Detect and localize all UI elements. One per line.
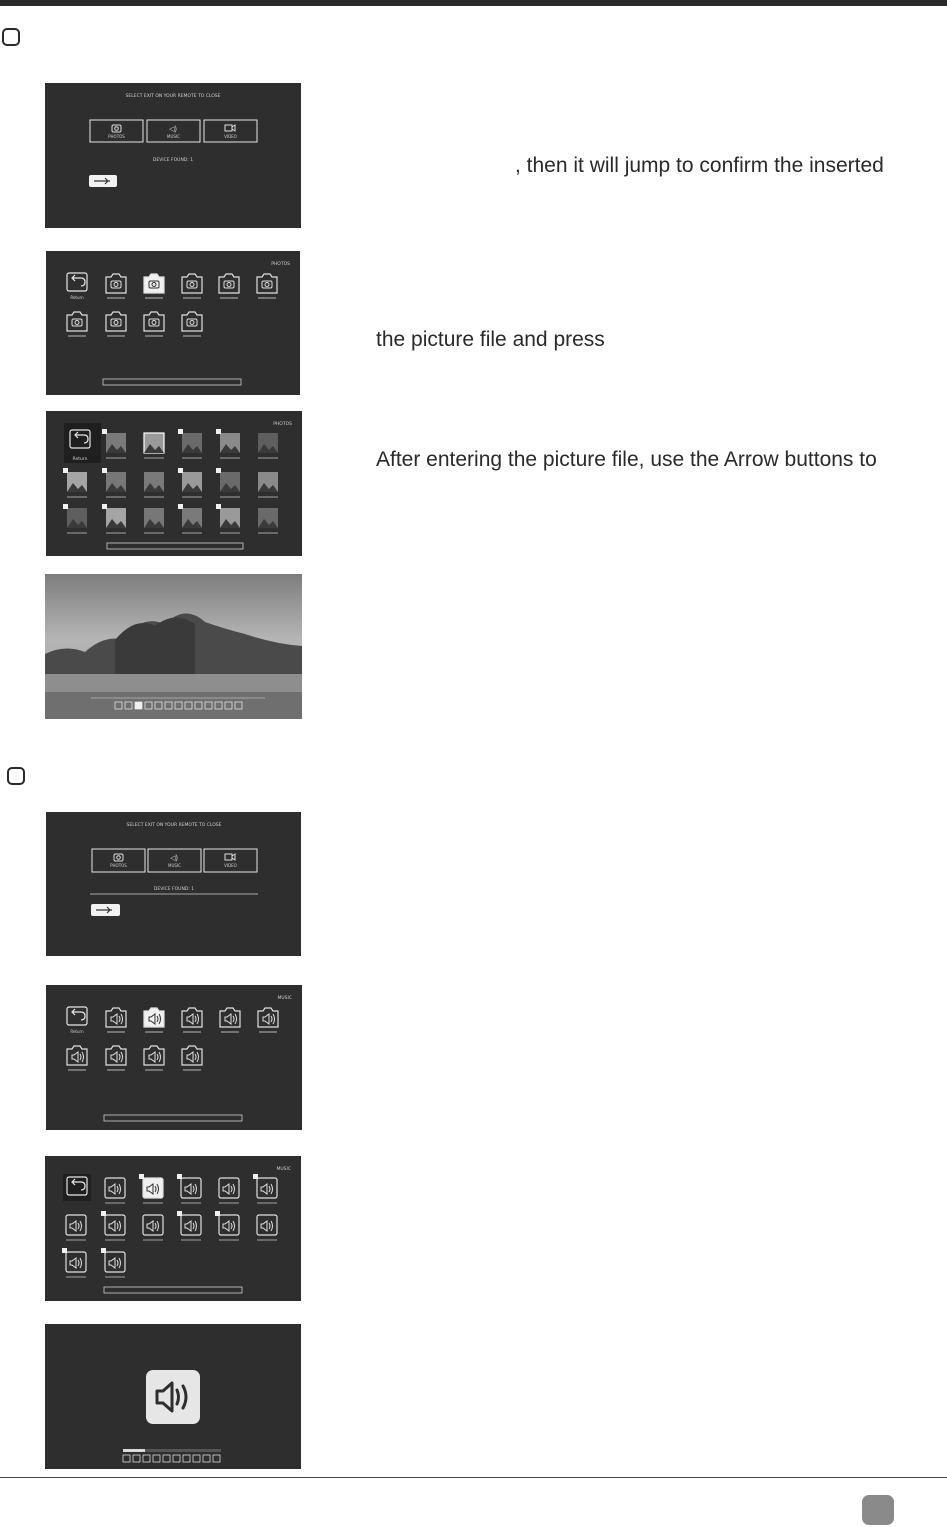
music-album-folder[interactable] (182, 1046, 202, 1070)
paragraph-arrow-buttons: After entering the picture file, use the Arrow buttons to (376, 448, 877, 471)
device-found-text: DEVICE FOUND: 1 (153, 887, 195, 892)
screen-title: MUSIC (277, 996, 292, 1001)
music-tab-label: MUSIC (167, 134, 180, 139)
usb-icon (91, 904, 120, 916)
screenshot-photo-playback (45, 574, 302, 719)
top-rule (0, 0, 947, 6)
photo-thumbnail[interactable] (63, 504, 87, 533)
photo-thumbnail[interactable] (178, 504, 202, 533)
photo-album-folder[interactable] (106, 312, 126, 336)
photo-thumbnail[interactable] (258, 508, 278, 533)
section-1-marker-icon (2, 28, 20, 46)
photo-thumbnail[interactable] (144, 508, 164, 533)
return-button[interactable] (63, 1174, 91, 1201)
music-album-folder[interactable] (67, 1046, 87, 1070)
music-album-folder[interactable] (182, 1008, 202, 1032)
photo-thumbnail[interactable] (258, 472, 278, 497)
paragraph-confirm-inserted: , then it will jump to confirm the inserted (515, 154, 884, 177)
photos-tab-label: PHOTOS (108, 134, 125, 139)
checkbox-icon[interactable] (102, 468, 107, 473)
music-track-tile[interactable] (215, 1211, 239, 1240)
photo-thumbnail[interactable] (216, 504, 240, 533)
photo-thumbnail[interactable] (102, 504, 126, 533)
status-bar (104, 1115, 242, 1121)
checkbox-icon[interactable] (139, 1174, 144, 1179)
music-album-folder[interactable] (220, 1008, 240, 1032)
photo-album-folder[interactable] (106, 274, 126, 298)
checkbox-icon[interactable] (62, 1248, 67, 1253)
camera-icon (112, 125, 121, 132)
music-track-tile[interactable] (101, 1211, 125, 1240)
music-control-button[interactable] (153, 1455, 160, 1462)
music-track-tile[interactable] (62, 1248, 86, 1277)
page-number-badge (862, 1495, 894, 1525)
photo-thumbnail[interactable] (216, 429, 240, 458)
music-track-tile[interactable] (253, 1174, 277, 1203)
return-button[interactable] (67, 273, 87, 300)
music-album-folder[interactable] (106, 1008, 126, 1032)
photo-thumbnail[interactable] (144, 433, 164, 458)
checkbox-icon[interactable] (216, 468, 221, 473)
checkbox-icon[interactable] (216, 429, 221, 434)
video-tab-label: VIDEO (224, 863, 237, 868)
music-album-folder[interactable] (106, 1046, 126, 1070)
music-album-folder[interactable] (258, 1008, 278, 1032)
photos-tab-label: PHOTOS (110, 863, 127, 868)
screen-title: PHOTOS (271, 262, 290, 267)
section-2-marker-icon (7, 767, 25, 785)
checkbox-icon[interactable] (253, 1174, 258, 1179)
return-label: Return (70, 295, 84, 300)
paragraph-picture-file: the picture file and press (376, 328, 605, 351)
photo-thumbnail[interactable] (102, 468, 126, 497)
music-control-button[interactable] (143, 1455, 150, 1462)
screenshot-music-albums (46, 985, 302, 1130)
checkbox-icon[interactable] (215, 1211, 220, 1216)
status-bar (104, 1287, 242, 1293)
photo-thumbnail[interactable] (178, 468, 202, 497)
music-track-tile[interactable] (101, 1248, 125, 1277)
music-album-folder[interactable] (144, 1008, 164, 1032)
screenshot-photo-albums (46, 251, 300, 395)
music-track-tile[interactable] (105, 1178, 125, 1203)
video-camera-icon (225, 854, 235, 860)
checkbox-icon[interactable] (216, 504, 221, 509)
device-found-text: DEVICE FOUND: 1 (152, 158, 194, 163)
checkbox-icon[interactable] (102, 504, 107, 509)
checkbox-icon[interactable] (63, 468, 68, 473)
progress-fill (123, 1449, 145, 1452)
usb-icon (89, 175, 117, 187)
screen-title: MUSIC (276, 1167, 291, 1172)
camera-icon (114, 854, 123, 861)
music-control-button[interactable] (163, 1455, 170, 1462)
checkbox-icon[interactable] (102, 429, 107, 434)
photo-album-folder[interactable] (182, 274, 202, 298)
return-button[interactable] (64, 423, 101, 463)
return-label: Return (70, 1029, 84, 1034)
checkbox-icon[interactable] (178, 504, 183, 509)
return-button[interactable] (67, 1007, 87, 1034)
screenshot-photo-thumbnails (46, 411, 302, 556)
checkbox-icon[interactable] (101, 1248, 106, 1253)
select-header-text: SELECT EXIT ON YOUR REMOTE TO CLOSE (126, 823, 222, 828)
photo-thumbnail[interactable] (63, 468, 87, 497)
music-control-button[interactable] (173, 1455, 180, 1462)
music-album-folder[interactable] (144, 1046, 164, 1070)
photo-album-folder[interactable] (144, 274, 164, 298)
photo-album-folder[interactable] (257, 274, 277, 298)
speaker-icon: ◁) (169, 126, 177, 133)
photo-album-folder[interactable] (67, 312, 87, 336)
checkbox-icon[interactable] (178, 468, 183, 473)
music-track-tile[interactable] (219, 1178, 239, 1203)
checkbox-icon[interactable] (177, 1174, 182, 1179)
music-control-bar[interactable] (123, 1455, 220, 1462)
music-track-tile[interactable] (177, 1174, 201, 1203)
photo-thumbnail[interactable] (102, 429, 126, 458)
music-track-tile[interactable] (177, 1211, 201, 1240)
screenshot-music-tracks (45, 1156, 301, 1301)
music-control-button[interactable] (133, 1455, 140, 1462)
music-tab-label: MUSIC (168, 863, 181, 868)
playback-control-button[interactable] (135, 702, 142, 709)
screenshot-music-playback (45, 1324, 301, 1469)
music-control-button[interactable] (203, 1455, 210, 1462)
photo-album-folder[interactable] (182, 312, 202, 336)
photo-album-folder[interactable] (219, 274, 239, 298)
music-control-button[interactable] (213, 1455, 220, 1462)
music-track-tile[interactable] (139, 1174, 163, 1203)
bottom-rule (0, 1477, 947, 1478)
checkbox-icon[interactable] (177, 1211, 182, 1216)
music-control-button[interactable] (193, 1455, 200, 1462)
checkbox-icon[interactable] (101, 1211, 106, 1216)
screen-title: PHOTOS (273, 422, 292, 427)
photo-thumbnail[interactable] (216, 468, 240, 497)
speaker-icon: ◁) (170, 855, 178, 862)
photo-thumbnail[interactable] (258, 433, 278, 458)
photo-thumbnail[interactable] (144, 472, 164, 497)
status-bar (107, 543, 243, 549)
checkbox-icon[interactable] (178, 429, 183, 434)
video-tab-label: VIDEO (224, 134, 237, 139)
music-track-tile[interactable] (257, 1215, 277, 1240)
video-camera-icon (225, 125, 235, 131)
screenshot-source-select-photos (45, 83, 301, 228)
return-label: Return (72, 457, 88, 462)
select-header-text: SELECT EXIT ON YOUR REMOTE TO CLOSE (125, 94, 221, 99)
screenshot-source-select-music (46, 812, 301, 956)
photo-thumbnail[interactable] (178, 429, 202, 458)
music-track-tile[interactable] (143, 1215, 163, 1240)
music-control-button[interactable] (123, 1455, 130, 1462)
status-bar (103, 379, 241, 385)
music-control-button[interactable] (183, 1455, 190, 1462)
photo-album-folder[interactable] (144, 312, 164, 336)
music-track-tile[interactable] (66, 1215, 86, 1240)
checkbox-icon[interactable] (63, 504, 68, 509)
